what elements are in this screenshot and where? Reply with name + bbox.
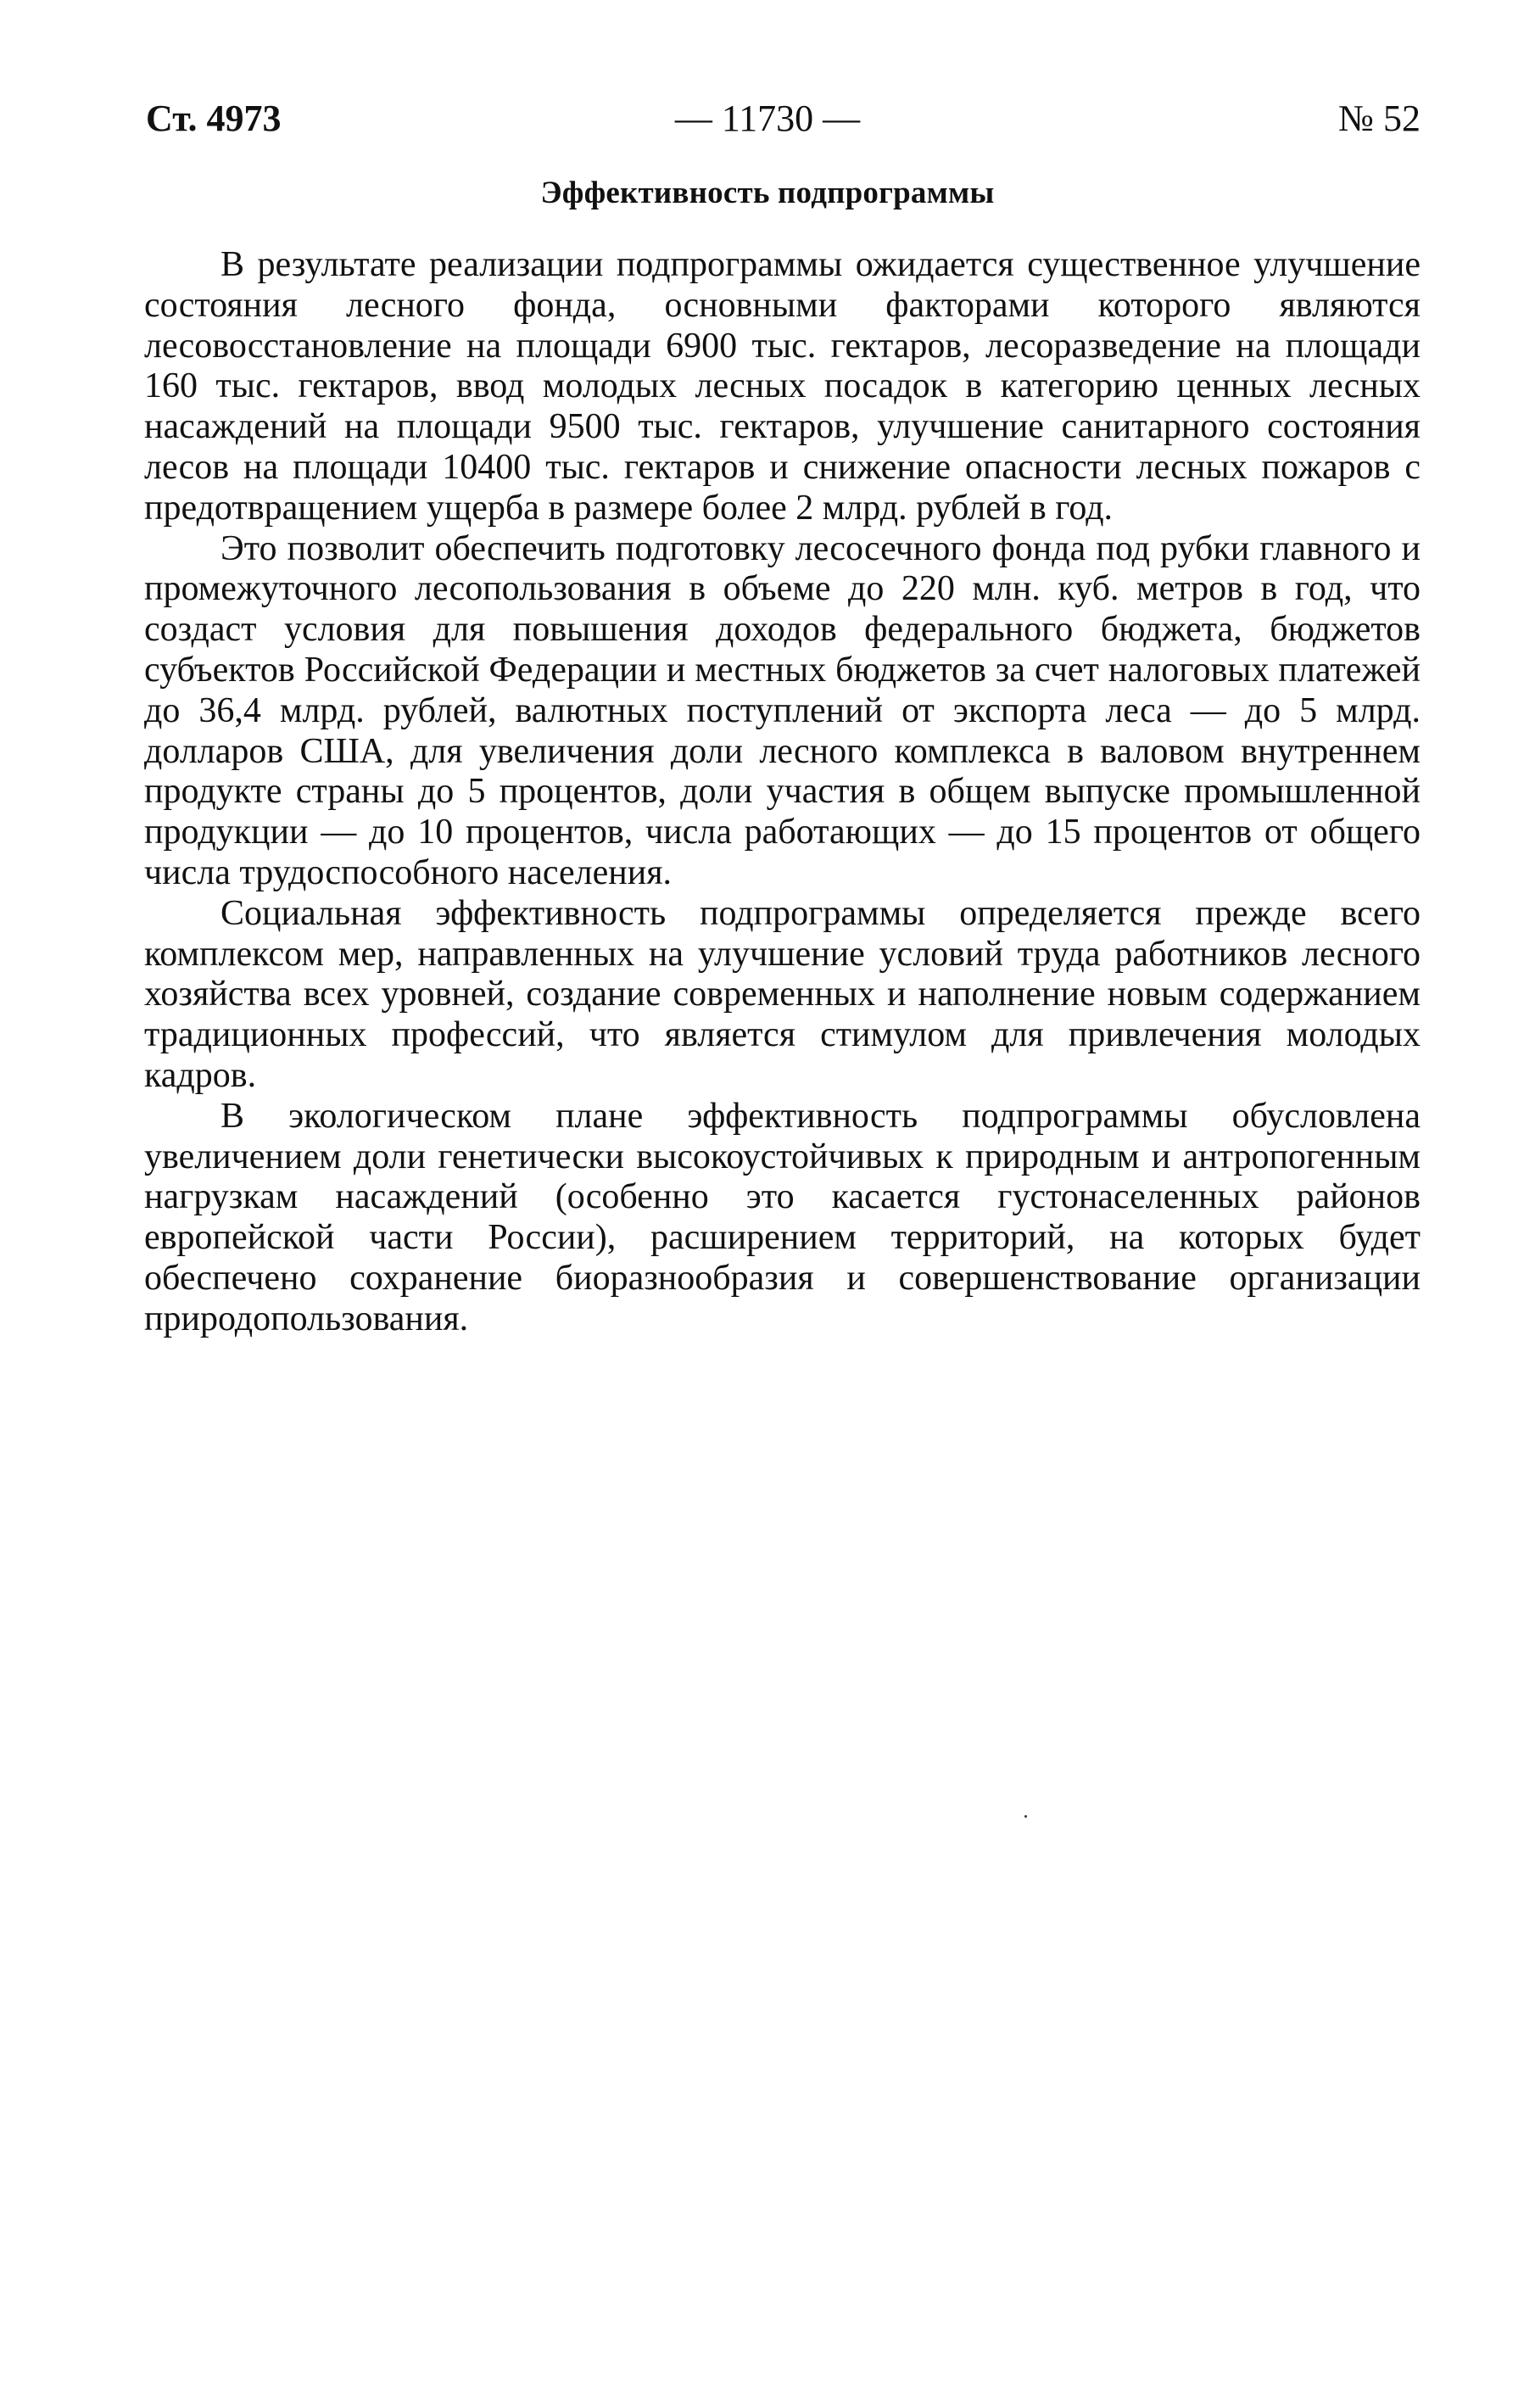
paragraph: Это позволит обеспечить подготовку лесосечного фонда под рубки главного и промежуточного лесопользования в объеме до 220 млн. куб. метров в год, что создаст условия для повышения доходов федерального бюджета, бюджетов субъектов Российской Федерации и местных бюджетов за счет налоговых платежей до 36,4 млрд. рублей, валютных поступлений от экспорта леса — до 5 млрд. долларов США, для увеличения доли лесного комплекса в валовом внутреннем продукте страны до 5 процентов, доли участия в общем выпуске промышленной продукции — до 10 процентов, числа работающих — до 15 процентов от общего числа трудоспособного населения. — [144, 528, 1421, 892]
article-number: Ст. 4973 — [146, 98, 282, 139]
paragraph: В результате реализации подпрограммы ожидается существенное улучшение состояния лесного фонда, основными факторами которого являются лесовосстановление на площади 6900 тыс. гектаров, лесоразведение на площади 160 тыс. гектаров, ввод молодых лесных посадок в категорию ценных лесных насаждений на площади 9500 тыс. гектаров, улучшение санитарного состояния лесов на площади 10400 тыс. гектаров и снижение опасности лесных пожаров с предотвращением ущерба в размере более 2 млрд. рублей в год. — [144, 245, 1421, 528]
paragraph: Социальная эффективность подпрограммы определяется прежде всего комплексом мер, направленных на улучшение условий труда работников лесного хозяйства всех уровней, создание современных и наполнение новым содержанием традиционных профессий, что является стимулом для привлечения молодых кадров. — [144, 893, 1421, 1095]
page-number: — 11730 — — [674, 98, 861, 139]
issue-number: № 52 — [1338, 98, 1421, 139]
paragraph: В экологическом плане эффективность подпрограммы обусловлена увеличением доли генетически высокоустойчивых к природным и антропогенным нагрузкам насаждений (особенно это касается густонаселенных районов европейской части России), расширением территорий, на которых будет обеспечено сохранение биоразнообразия и совершенствование организации природопользования. — [144, 1096, 1421, 1338]
scan-speck — [1024, 1815, 1027, 1818]
section-title: Эффективность подпрограммы — [540, 176, 995, 210]
document-body — [144, 245, 1421, 1340]
